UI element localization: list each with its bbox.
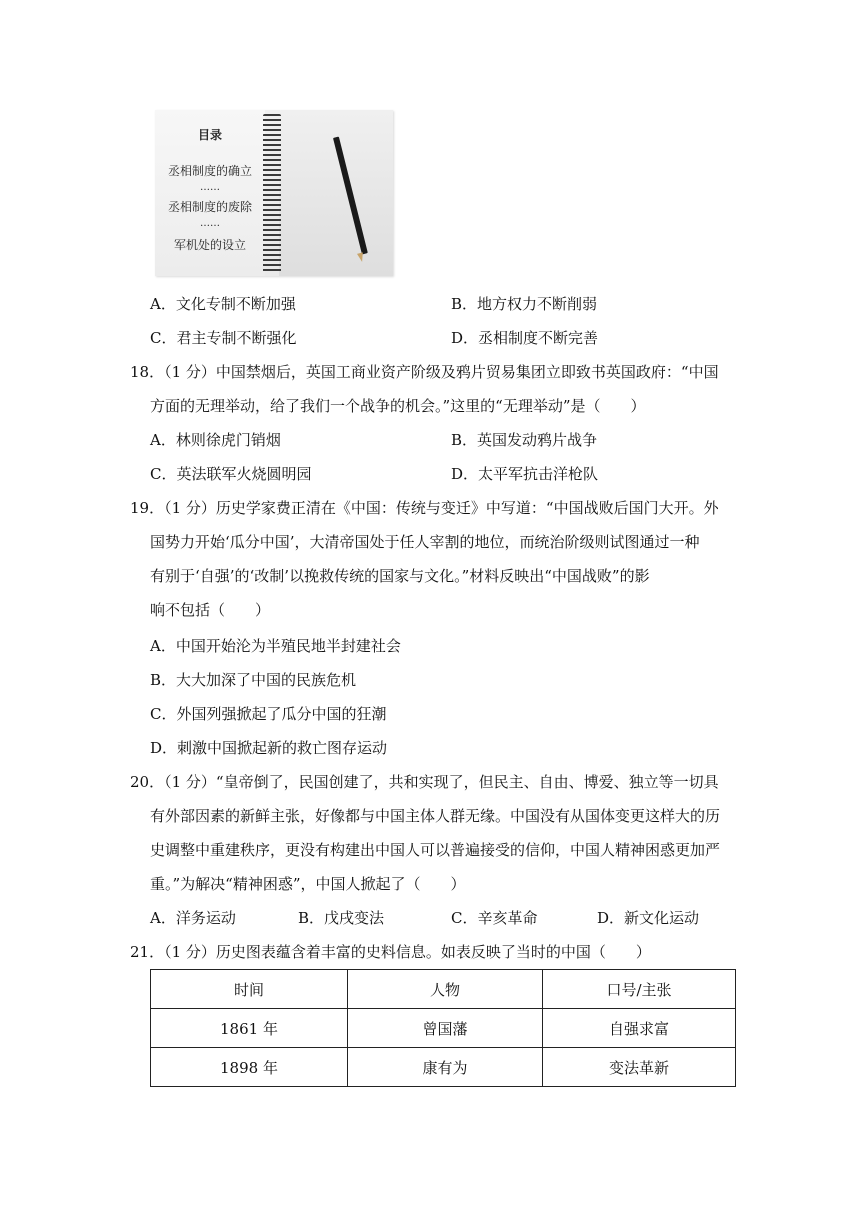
q19-option-a: A．中国开始沦为半殖民地半封建社会 [150, 637, 401, 655]
q18-stem-line-2: 方面的无理举动，给了我们一个战争的机会。”这里的“无理举动”是（ ） [150, 397, 646, 415]
notebook-spiral-icon [263, 114, 281, 274]
table-header-row [151, 970, 736, 1009]
q19-stem-line-1: 19．（1 分）历史学家费正清在《中国：传统与变迁》中写道：“中国战败后国门大开。外 [130, 499, 719, 517]
notebook-dots-2: …… [200, 218, 220, 229]
table-header-person: 人物 [348, 970, 543, 1009]
q18-option-c: C．英法联军火烧圆明园 [150, 465, 312, 483]
q17-option-c: C．君主专制不断强化 [150, 329, 297, 347]
q20-stem-line-4: 重。”为解决“精神困惑”，中国人掀起了（ ） [150, 875, 466, 893]
q21-table [150, 969, 736, 1087]
notebook-line-2: 丞相制度的废除 [167, 200, 252, 214]
notebook-right-page [279, 110, 393, 276]
table-row [151, 1048, 736, 1087]
q18-option-a: A．林则徐虎门销烟 [150, 431, 281, 449]
table-cell-time: 1898 年 [151, 1048, 348, 1087]
table-cell-time: 1861 年 [151, 1009, 348, 1048]
q20-stem-line-1: 20．（1 分）“皇帝倒了，民国创建了，共和实现了，但民主、自由、博爱、独立等一切具 [130, 773, 719, 791]
q19-stem-line-3: 有别于‘自强’的‘改制’以挽救传统的国家与文化。”材料反映出“中国战败”的影 [150, 567, 650, 585]
q20-stem-line-2: 有外部因素的新鲜主张，好像都与中国主体人群无缘。中国没有从国体变更这样大的历 [150, 807, 721, 825]
q19-option-d: D．刺激中国掀起新的救亡图存运动 [150, 739, 388, 757]
table-header-time: 时间 [151, 970, 348, 1009]
q18-option-b: B．英国发动鸦片战争 [451, 431, 598, 449]
q21-stem-line-1: 21．（1 分）历史图表蕴含着丰富的史料信息。如表反映了当时的中国（ ） [130, 943, 651, 961]
table-cell-person: 曾国藩 [348, 1009, 543, 1048]
notebook-line-3: 军机处的设立 [173, 238, 246, 252]
q17-option-b: B．地方权力不断削弱 [451, 295, 598, 313]
q20-option-a: A．洋务运动 [150, 909, 236, 927]
table-cell-slogan: 变法革新 [543, 1048, 736, 1087]
q20-option-c: C．辛亥革命 [451, 909, 538, 927]
q18-option-d: D．太平军抗击洋枪队 [451, 465, 599, 483]
q20-option-d: D．新文化运动 [597, 909, 700, 927]
table-header-slogan: 口号/主张 [543, 970, 736, 1009]
q18-stem-line-1: 18．（1 分）中国禁烟后，英国工商业资产阶级及鸦片贸易集团立即致书英国政府：“中国 [130, 363, 719, 381]
q19-option-b: B．大大加深了中国的民族危机 [150, 671, 357, 689]
q19-stem-line-2: 国势力开始‘瓜分中国’，大清帝国处于任人宰割的地位，而统治阶级则试图通过一种 [150, 533, 700, 551]
q17-option-d: D．丞相制度不断完善 [451, 329, 599, 347]
q19-option-c: C．外国列强掀起了瓜分中国的狂潮 [150, 705, 387, 723]
notebook-line-1: 丞相制度的确立 [167, 164, 252, 178]
notebook-left-page [155, 110, 265, 276]
q17-option-a: A．文化专制不断加强 [150, 295, 296, 313]
q19-stem-line-4: 响不包括（ ） [150, 601, 271, 619]
table-cell-person: 康有为 [348, 1048, 543, 1087]
notebook-dots-1: …… [200, 182, 220, 193]
q20-stem-line-3: 史调整中重建秩序，更没有构建出中国人可以普遍接受的信仰，中国人精神困惑更加严 [150, 841, 721, 859]
notebook-image [155, 110, 393, 276]
table-cell-slogan: 自强求富 [543, 1009, 736, 1048]
q20-option-b: B．戊戌变法 [298, 909, 385, 927]
table-row [151, 1009, 736, 1048]
notebook-title: 目录 [197, 128, 222, 142]
